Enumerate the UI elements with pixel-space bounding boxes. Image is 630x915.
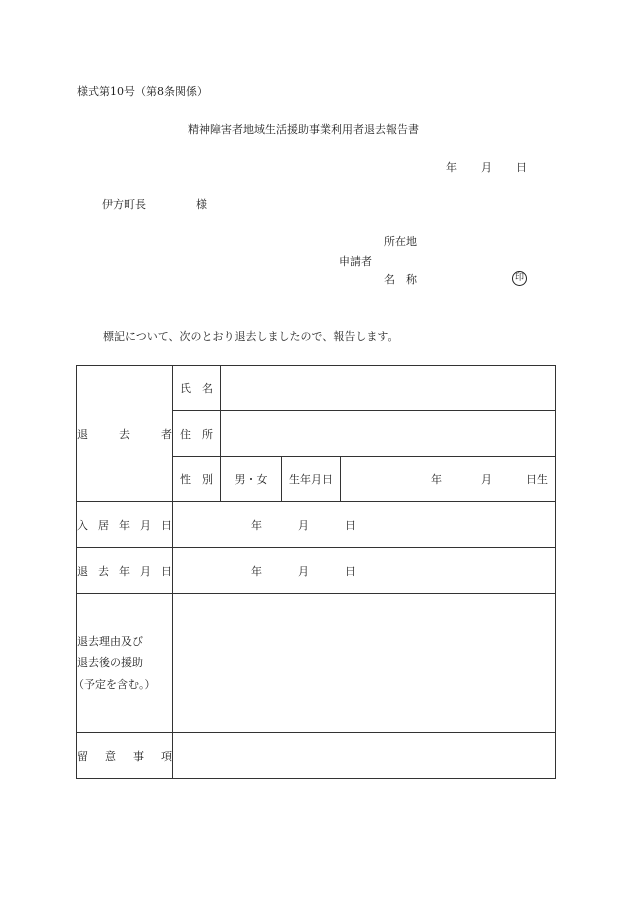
header-date-day: 日 (516, 161, 527, 174)
gender-label: 性 別 (173, 457, 221, 502)
applicant-label: 申請者 (339, 255, 372, 268)
applicant-name-label: 名 称 (384, 273, 417, 286)
move-in-field[interactable] (173, 502, 556, 548)
gender-value[interactable]: 男・女 (221, 457, 282, 502)
leaver-label-cell (77, 366, 173, 502)
notes-label: 留 意 事 項 (77, 749, 172, 763)
reason-field[interactable] (173, 594, 556, 733)
reason-label-line-2: 退去後の援助 (77, 656, 143, 670)
name-label: 氏 名 (173, 366, 221, 411)
move-out-year: 年 (251, 564, 262, 578)
document-title: 精神障害者地域生活援助事業利用者退去報告書 (188, 123, 419, 136)
move-out-day: 日 (345, 564, 356, 578)
seal-mark: 印 (512, 271, 527, 286)
notes-label-cell (77, 733, 173, 779)
move-out-field[interactable] (173, 548, 556, 594)
header-date-year: 年 (446, 161, 457, 174)
move-in-day: 日 (345, 518, 356, 532)
move-out-month: 月 (298, 564, 309, 578)
move-in-year: 年 (251, 518, 262, 532)
leaver-label: 退 去 者 (77, 427, 172, 441)
reason-label-line-3: （予定を含む。） (73, 677, 156, 691)
birth-month: 月 (481, 473, 492, 486)
name-field[interactable] (221, 366, 556, 411)
birthdate-field[interactable] (341, 457, 556, 502)
birthdate-label: 生年月日 (282, 457, 341, 502)
reason-label-line-1: 退去理由及び (77, 634, 143, 648)
move-out-label-cell (77, 548, 173, 594)
move-in-label-cell (77, 502, 173, 548)
report-table (73, 365, 556, 779)
applicant-address-label: 所在地 (384, 235, 417, 248)
addressee-honorific: 様 (196, 198, 207, 211)
birth-year: 年 (431, 473, 442, 486)
notes-field[interactable] (173, 733, 556, 779)
address-label: 住 所 (173, 411, 221, 457)
move-out-label: 退 去 年 月 日 (77, 564, 172, 578)
addressee-name: 伊方町長 (102, 198, 146, 211)
header-date-month: 月 (481, 161, 492, 174)
move-in-month: 月 (298, 518, 309, 532)
reason-label-cell (73, 594, 173, 733)
move-in-label: 入 居 年 月 日 (77, 518, 172, 532)
form-number: 様式第10号（第8条関係） (77, 85, 208, 98)
birth-day: 日生 (526, 473, 548, 486)
address-field[interactable] (221, 411, 556, 457)
intro-text: 標記について、次のとおり退去しましたので、報告します。 (103, 330, 399, 343)
